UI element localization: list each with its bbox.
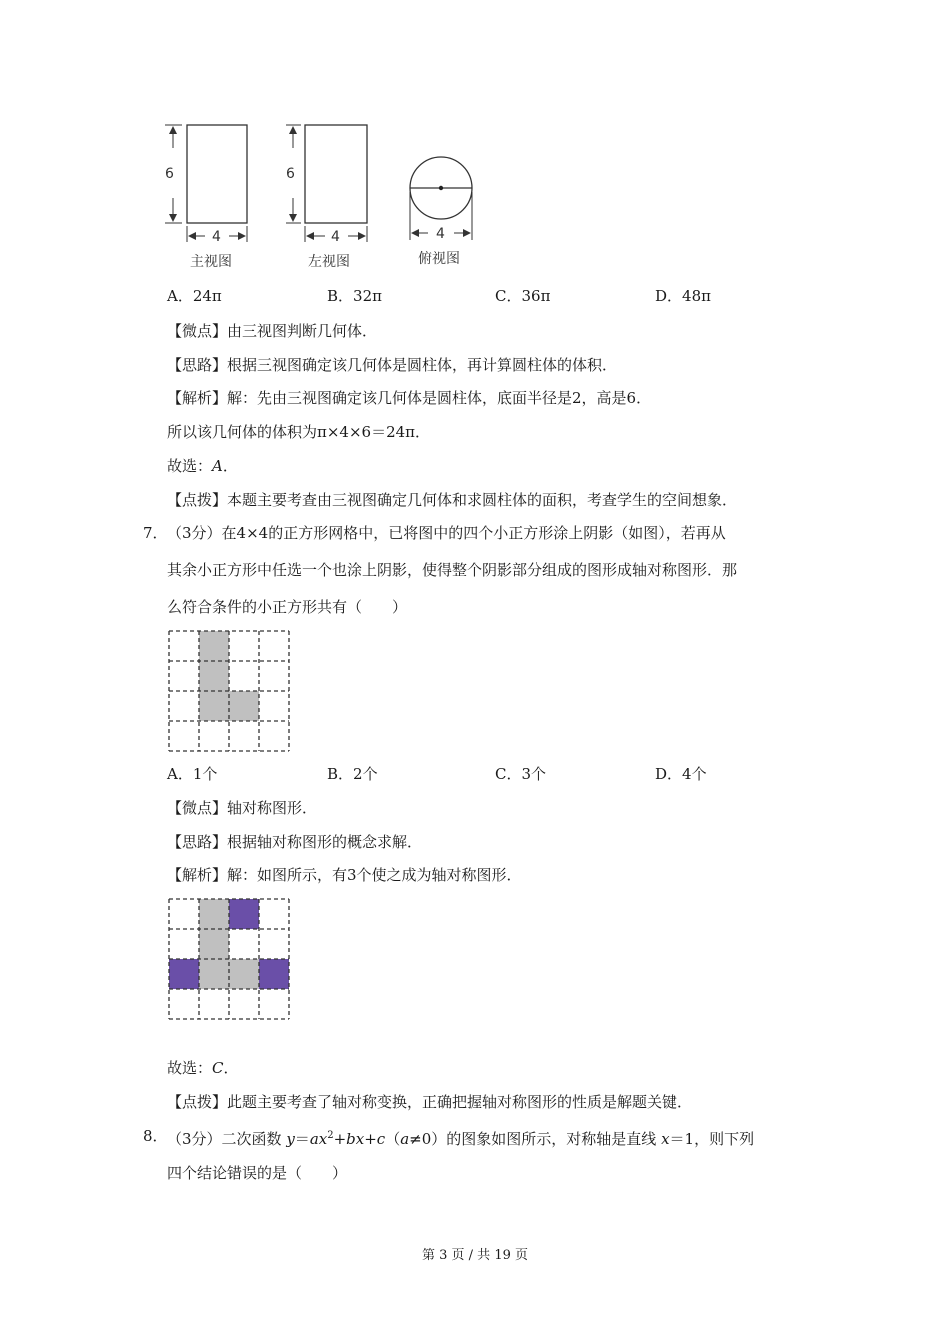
top-view-caption: 俯视图 [418,251,460,267]
front-view [165,125,247,270]
q7-option-c: C．3个 [495,765,547,783]
page-footer: 第 3 页 / 共 19 页 [422,1248,528,1263]
answer-cell [229,899,259,929]
shaded-cell [199,631,229,661]
left-height-label: 6 [286,166,295,182]
q7-number: 7． [143,524,168,542]
q6-analysis: 【解析】解：先由三视图确定该几何体是圆柱体，底面半径是2，高是6． [167,389,652,407]
q6-option-c: C．36π [495,287,551,305]
q7-question-grid [167,629,291,753]
shaded-cell [199,661,229,691]
left-view [286,125,367,270]
q7-stem-line1: （3分）在4×4的正方形网格中，已将图中的四个小正方形涂上阴影（如图），若再从 [167,524,726,542]
q8-stem-line2: 四个结论错误的是（ ） [167,1164,348,1182]
q7-option-d: D．4个 [655,765,707,783]
q7-answer-letter: C [212,1059,224,1077]
shaded-cell [229,959,259,989]
front-width-label: 4 [212,229,221,245]
front-height-label: 6 [165,166,174,182]
answer-cell [259,959,289,989]
q6-analysis-2: 所以该几何体的体积为π×4×6＝24π． [167,423,431,441]
q6-answer: 故选：A． [167,457,238,475]
left-width-label: 4 [331,229,340,245]
q6-option-b: B．32π [327,287,382,305]
shaded-cell [199,959,229,989]
q7-idea: 【思路】根据轴对称图形的概念求解． [167,833,423,851]
q7-answer: 故选：C． [167,1059,239,1077]
top-view [410,157,472,267]
q7-option-b: B．2个 [327,765,378,783]
top-width-label: 4 [436,226,445,242]
q7-analysis: 【解析】解：如图所示，有3个使之成为轴对称图形． [167,866,522,884]
q8-number: 8． [143,1127,168,1145]
q8-stem-line1: （3分）二次函数 $y=ax^2+bx+c(a\ne 0)$的图象如图所示，对称轴是直线 x＝1，则下列 [167,1130,755,1148]
q6-point: 【微点】由三视图判断几何体． [167,322,378,340]
shaded-cell [199,929,229,959]
q7-solution-grid [167,897,291,1021]
q6-answer-letter: A [212,457,223,475]
q6-idea: 【思路】根据三视图确定该几何体是圆柱体，再计算圆柱体的体积． [167,356,618,374]
left-view-caption: 左视图 [308,254,350,270]
shaded-cell [199,899,229,929]
q6-option-d: D．48π [655,287,711,305]
front-view-caption: 主视图 [190,254,232,270]
q7-stem-line2: 其余小正方形中任选一个也涂上阴影，使得整个阴影部分组成的图形成轴对称图形．那 [167,561,738,579]
q7-point: 【微点】轴对称图形． [167,799,318,817]
three-view-figure [160,118,490,278]
shaded-cell [199,691,229,721]
q6-option-a: A．24π [167,287,222,305]
q7-stem-line3: 么符合条件的小正方形共有（ ） [167,598,408,616]
q7-comment: 【点拨】此题主要考查了轴对称变换，正确把握轴对称图形的性质是解题关键． [167,1093,693,1111]
answer-cell [169,959,199,989]
shaded-cell [229,691,259,721]
q7-option-a: A．1个 [167,765,218,783]
q6-comment: 【点拨】本题主要考查由三视图确定几何体和求圆柱体的面积，考查学生的空间想象． [167,491,738,509]
